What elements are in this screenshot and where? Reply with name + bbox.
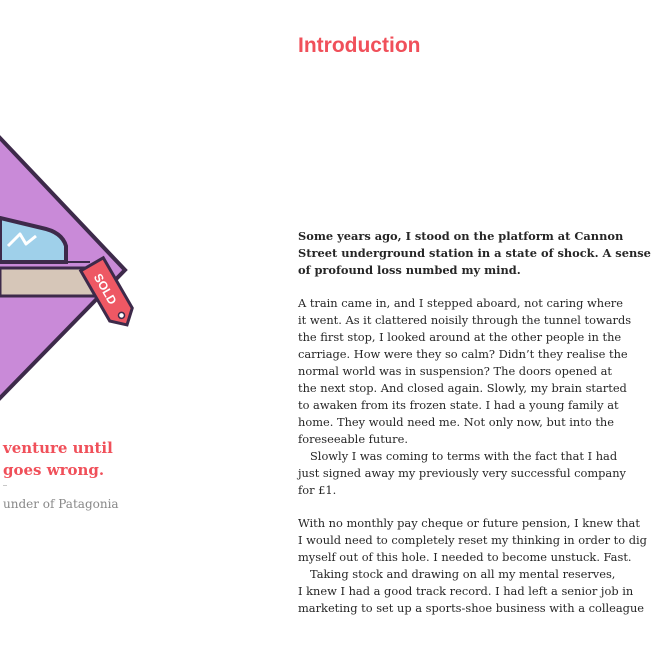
text-line: I would need to completely reset my thinking in order to dig <box>298 533 647 547</box>
text-line: the first stop, I looked around at the other people in the <box>298 330 622 344</box>
text-line: normal world was in suspension? The doors opened at <box>298 364 612 378</box>
text-line: the next stop. And closed again. Slowly, my brain started <box>298 381 627 395</box>
text-line: of profound loss numbed my mind. <box>298 263 521 277</box>
text-line: Slowly I was coming to terms with the fact that I had <box>310 449 618 463</box>
text-line: Street underground station in a state of shock. A sense <box>298 246 651 260</box>
quote-attribution: under of Patagonia <box>3 497 119 511</box>
sold-tag-text: SOLD <box>90 271 120 307</box>
quote-line: venture until <box>3 439 113 457</box>
text-line: With no monthly pay cheque or future pension, I knew that <box>298 516 640 530</box>
text-line: foreseeable future. <box>298 432 408 446</box>
text-line: home. They would need me. Not only now, but into the <box>298 415 614 429</box>
left-page <box>0 0 270 652</box>
pull-quote <box>3 437 263 481</box>
lead-paragraph <box>298 228 651 279</box>
text-line: just signed away my previously very successful company <box>298 466 626 480</box>
paragraph-2 <box>298 448 638 499</box>
sold-shoe-illustration <box>0 0 270 430</box>
body-text <box>298 228 651 617</box>
chapter-heading: Introduction <box>298 34 421 57</box>
text-line: myself out of this hole. I needed to become unstuck. Fast. <box>298 550 632 564</box>
text-line: A train came in, and I stepped aboard, not caring where <box>298 296 623 310</box>
text-line: to awaken from its frozen state. I had a young family at <box>298 398 619 412</box>
paragraph-3 <box>298 515 647 566</box>
text-line: marketing to set up a sports-shoe business with a colleague <box>298 601 645 615</box>
paragraph-1 <box>298 295 638 448</box>
quote-divider <box>3 485 7 486</box>
text-line: for £1. <box>298 483 337 497</box>
quote-line: goes wrong. <box>3 461 105 479</box>
text-line: Taking stock and drawing on all my mental reserves, <box>310 567 616 581</box>
paragraph-4 <box>298 566 645 617</box>
text-line: I knew I had a good track record. I had left a senior job in <box>298 584 634 598</box>
text-line: Some years ago, I stood on the platform at Cannon <box>298 229 624 243</box>
text-line: it went. As it clattered noisily through the tunnel towards <box>298 313 632 327</box>
text-line: carriage. How were they so calm? Didn’t they realise the <box>298 347 628 361</box>
